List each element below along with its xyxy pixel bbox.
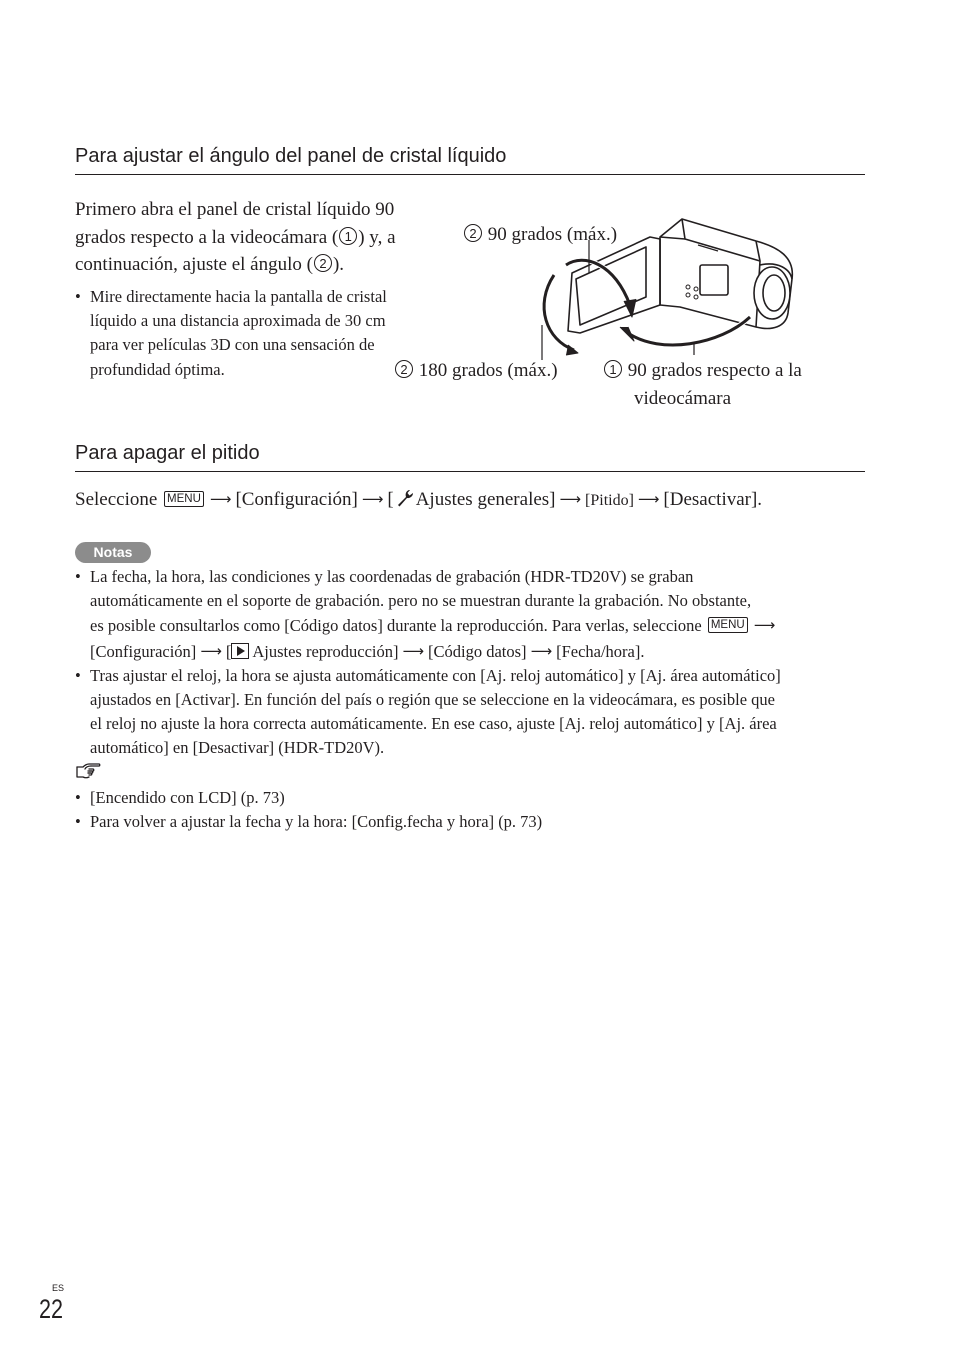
menu-button-icon: MENU xyxy=(708,617,748,633)
instruction-step: [Desactivar]. xyxy=(663,489,763,510)
figure-label-90-camera xyxy=(603,357,802,385)
note-step: Ajustes reproducción] xyxy=(252,641,399,661)
playback-icon xyxy=(231,643,249,659)
bullet-line: líquido a una distancia aproximada de 30 cm xyxy=(90,311,386,331)
notes-list xyxy=(75,565,865,761)
figure-label-90-max xyxy=(463,221,617,249)
note-step: [ xyxy=(225,641,232,661)
circled-number-1: 1 xyxy=(339,227,357,245)
instruction-step: [Configuración] xyxy=(235,489,358,510)
lcd-bullet xyxy=(75,285,435,382)
circled-number-2: 2 xyxy=(314,254,332,272)
circled-number-2: 2 xyxy=(395,360,413,378)
section-heading-beep: Para apagar el pitido xyxy=(75,442,260,464)
bullet-line: • Mire directamente hacia la pantalla de cristal xyxy=(90,287,387,306)
references-list xyxy=(75,786,865,834)
wrench-icon xyxy=(395,488,415,508)
bullet-line: para ver películas 3D con una sensación de xyxy=(90,335,375,355)
reference-link[interactable]: [Encendido con LCD] (p. 73) xyxy=(90,788,285,807)
arrow-right-icon: ⟶ xyxy=(361,490,384,508)
instruction-step: Ajustes generales] xyxy=(415,489,556,510)
circled-number-2: 2 xyxy=(464,224,482,242)
reference-link[interactable]: Para volver a ajustar la fecha y la hora: [Config.fecha y hora] (p. 73) xyxy=(90,812,543,832)
arrow-right-icon: ⟶ xyxy=(209,490,232,508)
reference-item[interactable] xyxy=(75,786,865,810)
notes-badge: Notas xyxy=(75,542,151,563)
instruction-text: Seleccione xyxy=(75,489,158,510)
label-text: 90 grados respecto a la xyxy=(627,360,802,381)
language-code: ES xyxy=(52,1283,65,1293)
figure-label-180-max xyxy=(394,357,558,385)
note-line: • La fecha, la hora, las condiciones y las coordenadas de grabación (HDR-TD20V) se graban xyxy=(90,567,694,586)
page-number: 22 xyxy=(39,1294,64,1324)
note-step: [Fecha/hora]. xyxy=(556,641,645,661)
arrow-right-icon: ⟶ xyxy=(753,616,776,635)
circled-number-1: 1 xyxy=(604,360,622,378)
menu-button-icon: MENU xyxy=(164,491,204,507)
note-line: • Tras ajustar el reloj, la hora se ajusta automáticamente con [Aj. reloj automático] y [Aj. área automático] xyxy=(90,665,781,685)
arrow-right-icon: ⟶ xyxy=(200,641,222,660)
note-line: automáticamente en el soporte de grabación. pero no se muestran durante la grabación. No obstante, xyxy=(90,591,752,611)
note-step: [Configuración] xyxy=(90,641,197,661)
note-line: el reloj no ajuste la hora correcta automáticamente. En ese caso, ajuste [Aj. reloj automático] y [Aj. área xyxy=(90,714,777,734)
figure-label-90-camera-line2: videocámara xyxy=(634,388,732,409)
reference-hand-icon xyxy=(75,762,101,780)
intro-line: ) y, a xyxy=(358,226,396,248)
arrow-right-icon: ⟶ xyxy=(530,641,553,660)
heading-rule xyxy=(75,174,865,175)
intro-line: continuación, ajuste el ángulo ( xyxy=(75,254,313,275)
label-text: 180 grados (máx.) xyxy=(418,360,558,381)
note-item xyxy=(75,565,865,664)
note-item xyxy=(75,664,865,761)
arrow-right-icon: ⟶ xyxy=(402,641,425,660)
intro-paragraph xyxy=(75,196,435,279)
note-line: ajustados en [Activar]. En función del país o región que se seleccione en la videocámara, es posible que xyxy=(90,690,775,710)
intro-line: ). xyxy=(332,254,345,275)
beep-instructions xyxy=(75,486,762,515)
intro-line: grados respecto a la videocámara ( xyxy=(75,226,339,248)
section-heading-lcd-angle: Para ajustar el ángulo del panel de cristal líquido xyxy=(75,145,507,167)
arrow-right-icon: ⟶ xyxy=(637,490,660,508)
label-text: 90 grados (máx.) xyxy=(487,224,618,245)
intro-line: Primero abra el panel de cristal líquido 90 xyxy=(75,199,395,220)
heading-rule xyxy=(75,471,865,472)
instruction-step: [Pitido] xyxy=(585,492,634,509)
reference-item[interactable] xyxy=(75,810,865,834)
note-step: [Código datos] xyxy=(428,641,527,661)
arrow-right-icon: ⟶ xyxy=(559,490,582,508)
note-line: automático] en [Desactivar] (HDR-TD20V). xyxy=(90,738,385,758)
bullet-line: profundidad óptima. xyxy=(90,359,225,379)
instruction-step: [ xyxy=(387,489,394,510)
note-line: es posible consultarlos como [Código datos] durante la reproducción. Para verlas, seleccione xyxy=(90,616,702,636)
